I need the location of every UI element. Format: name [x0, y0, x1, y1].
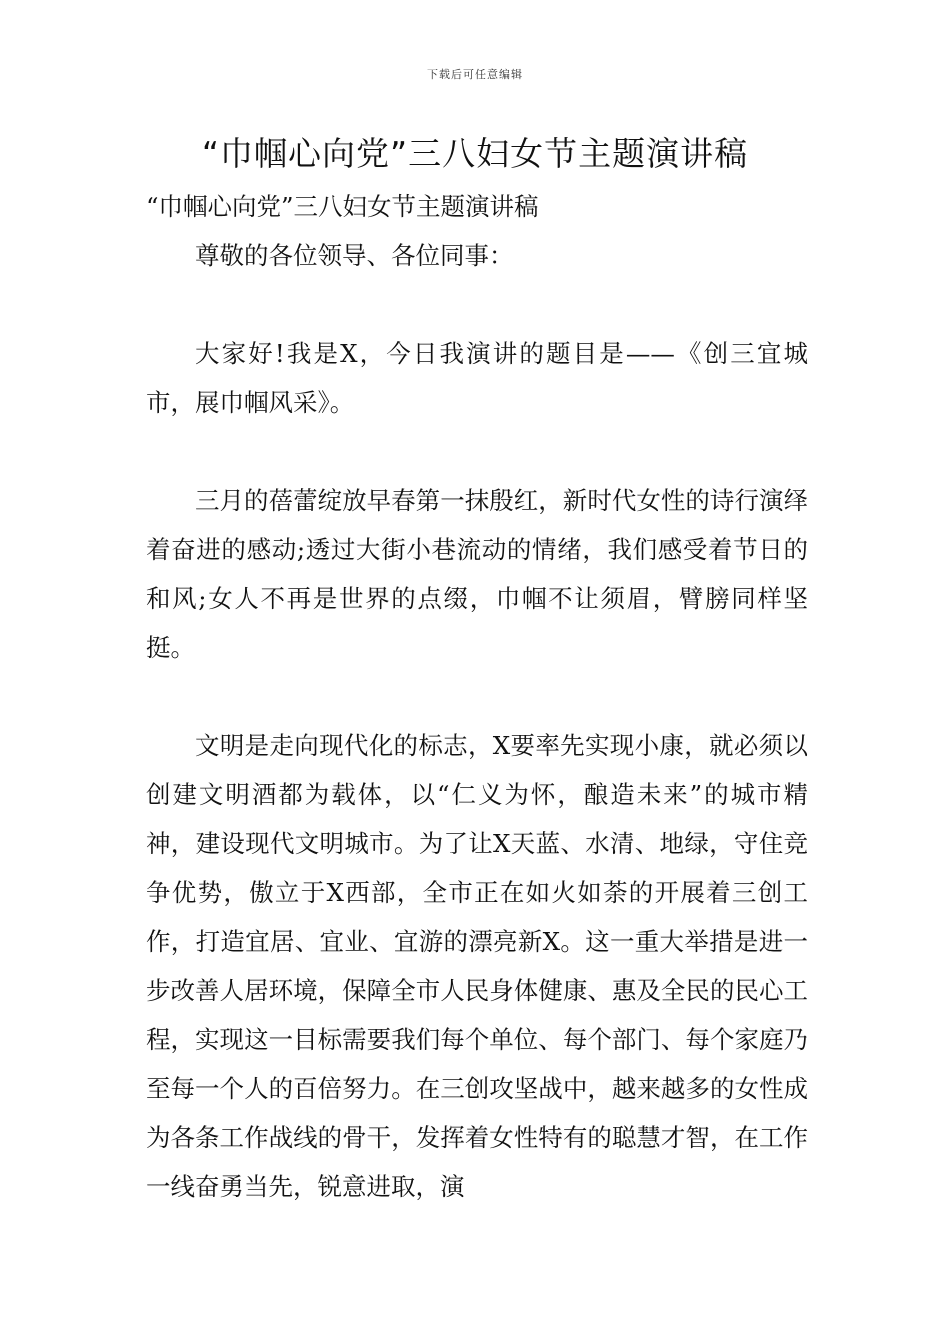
- document-title: “巾帼心向党”三八妇女节主题演讲稿: [201, 134, 749, 173]
- document-subtitle: “巾帼心向党”三八妇女节主题演讲稿: [146, 192, 539, 221]
- paragraph-2: 三月的蓓蕾绽放早春第一抹殷红，新时代女性的诗行演绎着奋进的感动;透过大街小巷流动的情绪，我们感受着节日的和风;女人不再是世界的点缀，巾帼不让须眉，臂膀同样坚挺。: [146, 486, 808, 662]
- document-body: [146, 182, 808, 1211]
- header-note: 下载后可任意编辑: [427, 68, 523, 81]
- paragraph-1: 大家好!我是X，今日我演讲的题目是——《创三宜城市，展巾帼风采》。: [146, 339, 808, 417]
- paragraph-spacer: [146, 280, 808, 329]
- paragraph-spacer: [146, 672, 808, 721]
- paragraph-spacer: [146, 427, 808, 476]
- paragraph-3: 文明是走向现代化的标志，X要率先实现小康，就必须以创建文明酒都为载体，以“仁义为怀，酿造未来”的城市精神，建设现代文明城市。为了让X天蓝、水清、地绿，守住竞争优势，傲立于X西部，全市正在如火如荼的开展着三创工作，打造宜居、宜业、宜游的漂亮新X。这一重大举措是进一步改善人居环境，保障全市人民身体健康、惠及全民的民心工程，实现这一目标需要我们每个单位、每个部门、每个家庭乃至每一个人的百倍努力。在三创攻坚战中，越来越多的女性成为各条工作战线的骨干，发挥着女性特有的聪慧才智，在工作一线奋勇当先，锐意进取，演: [146, 731, 808, 1201]
- greeting: 尊敬的各位领导、各位同事：: [195, 241, 514, 270]
